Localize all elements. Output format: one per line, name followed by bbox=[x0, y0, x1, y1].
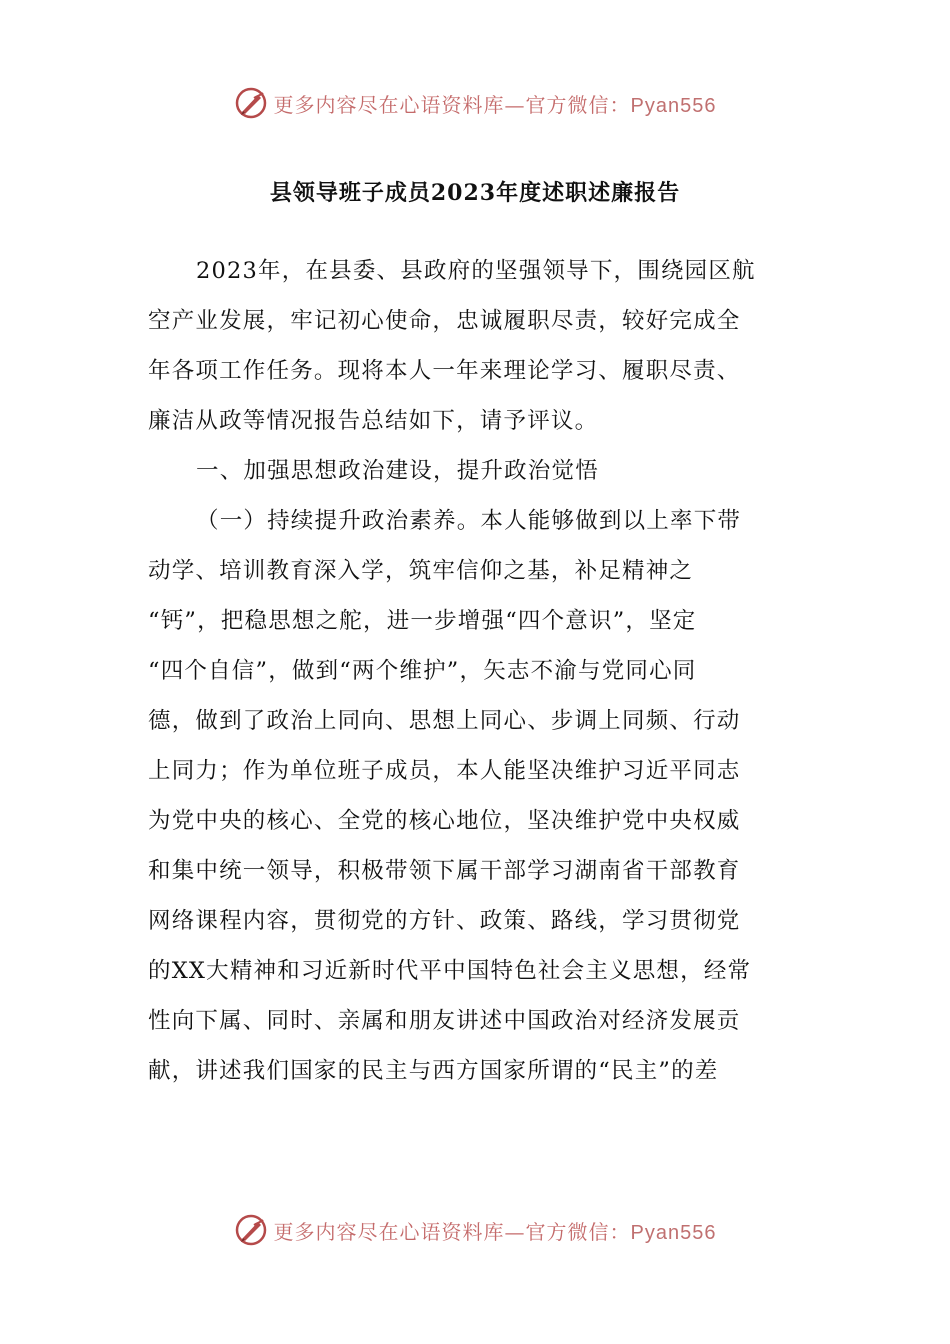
document-title: 县领导班子成员2023年度述职述廉报告 bbox=[269, 180, 681, 206]
document-body bbox=[148, 246, 788, 1096]
paragraph-line: 上同力；作为单位班子成员，本人能坚决维护习近平同志 bbox=[148, 758, 741, 784]
watermark-text: 更多内容尽在心语资料库—官方微信：Pyan556 bbox=[273, 92, 717, 117]
paragraph-line: 和集中统一领导，积极带领下属干部学习湖南省干部教育 bbox=[148, 858, 741, 884]
paragraph-line: 动学、培训教育深入学，筑牢信仰之基，补足精神之 bbox=[148, 558, 694, 584]
section-heading: 一、加强思想政治建设，提升政治觉悟 bbox=[196, 458, 599, 484]
paragraph-line: 2023年，在县委、县政府的坚强领导下，围绕园区航 bbox=[196, 258, 756, 284]
paragraph-line: “四个自信”，做到“两个维护”，矢志不渝与党同心同 bbox=[148, 658, 697, 684]
paragraph-line: 网络课程内容，贯彻党的方针、政策、路线，学习贯彻党 bbox=[148, 908, 741, 934]
quill-logo-icon bbox=[234, 1213, 268, 1247]
watermark-text: 更多内容尽在心语资料库—官方微信：Pyan556 bbox=[273, 1219, 717, 1244]
paragraph-line: 廉洁从政等情况报告总结如下，请予评议。 bbox=[148, 408, 599, 434]
quill-logo-icon bbox=[234, 86, 268, 120]
watermark-header bbox=[0, 83, 950, 123]
paragraph-line: 献，讲述我们国家的民主与西方国家所谓的“民主”的差 bbox=[148, 1058, 719, 1084]
paragraph-line: “钙”，把稳思想之舵，进一步增强“四个意识”，坚定 bbox=[148, 608, 697, 634]
paragraph-line: 德，做到了政治上同向、思想上同心、步调上同频、行动 bbox=[148, 708, 741, 734]
paragraph-line: （一）持续提升政治素养。本人能够做到以上率下带 bbox=[196, 508, 742, 534]
watermark-footer bbox=[0, 1210, 950, 1250]
paragraph-line: 空产业发展，牢记初心使命，忠诚履职尽责，较好完成全 bbox=[148, 308, 741, 334]
paragraph-line: 性向下属、同时、亲属和朋友讲述中国政治对经济发展贡 bbox=[148, 1008, 741, 1034]
paragraph-line: 年各项工作任务。现将本人一年来理论学习、履职尽责、 bbox=[148, 358, 741, 384]
paragraph-line: 的XX大精神和习近新时代平中国特色社会主义思想，经常 bbox=[148, 958, 752, 984]
paragraph-line: 为党中央的核心、全党的核心地位，坚决维护党中央权威 bbox=[148, 808, 741, 834]
